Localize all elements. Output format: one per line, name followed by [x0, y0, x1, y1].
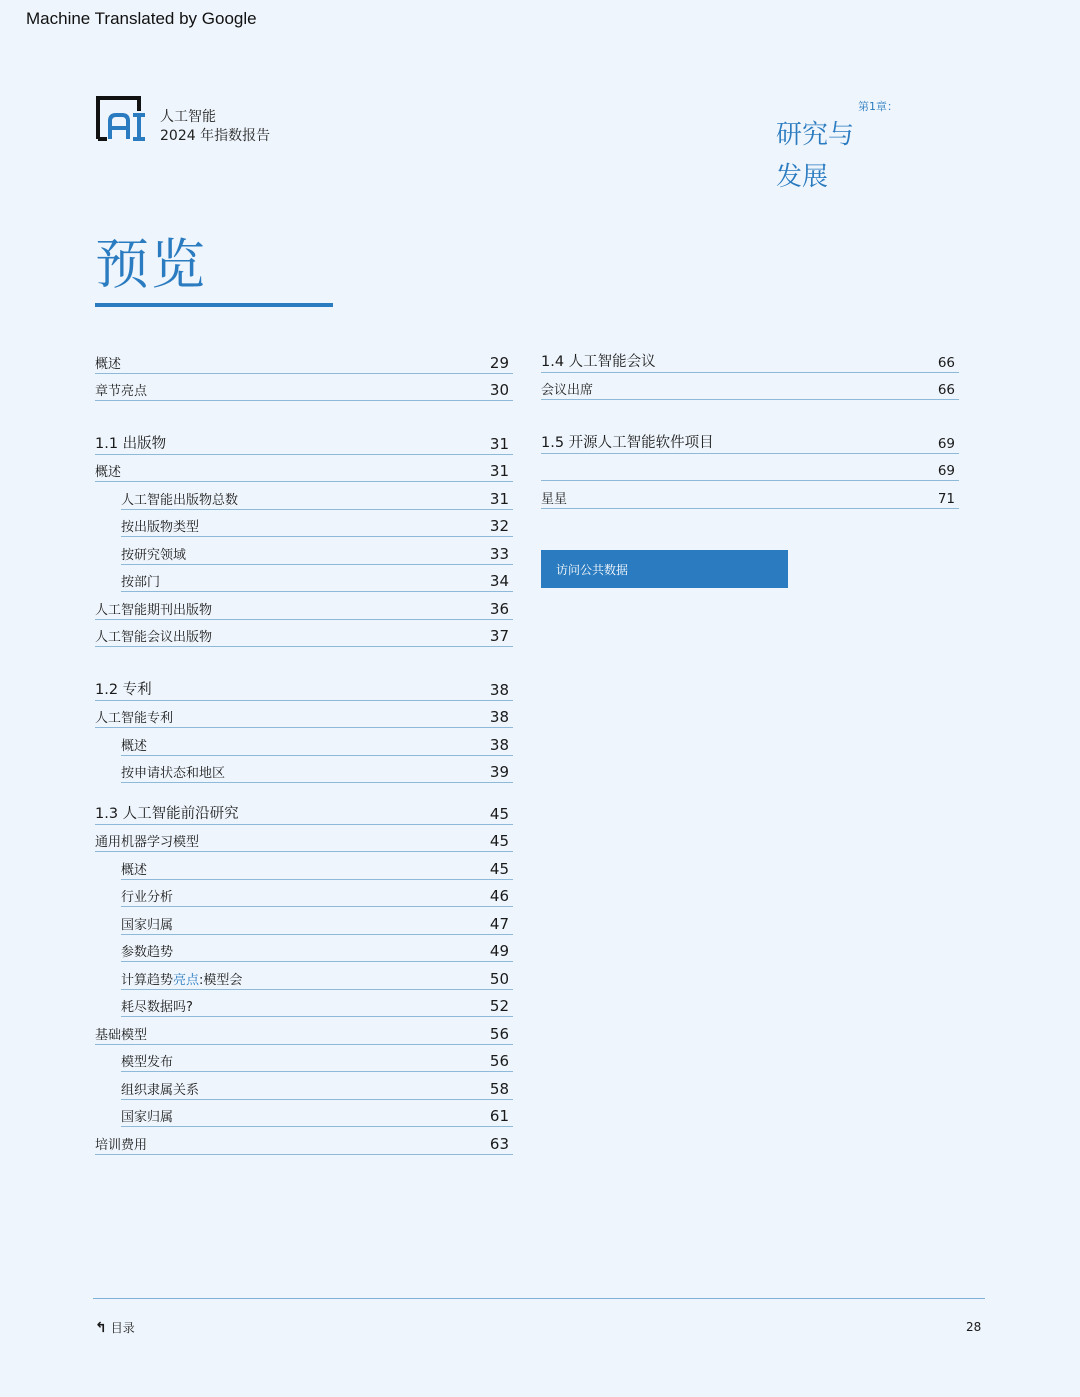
toc-entry-label: 人工智能专利	[95, 711, 174, 726]
toc-row[interactable]	[121, 935, 513, 963]
toc-entry-page: 38	[489, 680, 509, 699]
page-title: 预览	[95, 233, 207, 296]
toc-row[interactable]	[541, 373, 959, 401]
toc-section-row[interactable]	[95, 797, 513, 825]
toc-entry-label: 参数趋势	[121, 945, 174, 960]
toc-row[interactable]	[95, 620, 513, 648]
toc-row[interactable]	[121, 728, 513, 756]
toc-row[interactable]	[121, 1072, 513, 1100]
toc-section-row[interactable]	[95, 427, 513, 455]
logo-line-1: 人工智能	[160, 109, 216, 125]
title-underline	[95, 303, 333, 307]
logo-line-2: 2024 年指数报告	[160, 128, 271, 144]
toc-row[interactable]	[541, 454, 959, 482]
toc-entry-page: 69	[937, 435, 955, 452]
toc-entry-label: 培训费用	[95, 1137, 148, 1153]
toc-entry-page: 56	[489, 1052, 509, 1070]
toc-entry-label: 耗尽数据吗?	[121, 1000, 193, 1015]
toc-row[interactable]	[541, 481, 959, 509]
toc-entry-page: 45	[489, 832, 509, 850]
toc-entry-page: 47	[489, 914, 509, 933]
toc-spacer	[95, 401, 513, 427]
chapter-label: 第1章：	[858, 100, 898, 113]
toc-row[interactable]	[95, 346, 513, 374]
machine-translation-banner: Machine Translated by Google	[26, 9, 257, 28]
toc-entry-label: 模型发布	[121, 1055, 174, 1070]
toc-row[interactable]	[121, 990, 513, 1018]
chapter-heading	[776, 98, 916, 198]
toc-entry-label: 按申请状态和地区	[121, 766, 226, 781]
toc-row[interactable]	[95, 1017, 513, 1045]
toc-entry-label: 概述	[121, 862, 148, 878]
toc-entry-page: 58	[489, 1079, 509, 1098]
toc-entry-label: 星星	[541, 491, 568, 507]
chapter-title	[776, 114, 916, 198]
toc-entry-page: 52	[489, 997, 509, 1015]
toc-entry-page: 46	[489, 887, 509, 905]
toc-row[interactable]	[95, 592, 513, 620]
toc-row[interactable]	[121, 880, 513, 908]
toc-entry-label: 计算趋势亮点:模型会	[121, 972, 243, 988]
back-arrow-icon: ↰	[95, 1319, 107, 1336]
toc-row[interactable]	[121, 1100, 513, 1128]
toc-row[interactable]	[95, 374, 513, 402]
logo-text	[160, 108, 270, 146]
toc-entry-label: 概述	[95, 356, 122, 372]
toc-entry-page: 61	[489, 1107, 509, 1125]
toc-entry-label: 按研究领域	[121, 547, 187, 563]
toc-entry-label: 通用机器学习模型	[95, 835, 200, 850]
toc-row[interactable]	[121, 537, 513, 565]
toc-entry-page: 29	[489, 353, 509, 372]
toc-row[interactable]	[95, 1127, 513, 1155]
toc-entry-page: 36	[489, 599, 509, 618]
toc-row[interactable]	[121, 962, 513, 990]
toc-entry-page: 66	[937, 382, 955, 398]
toc-entry-label: 国家归属	[121, 917, 174, 933]
toc-entry-page: 50	[489, 969, 509, 988]
toc-entry-label: 概述	[95, 465, 122, 480]
page-number: 28	[966, 1320, 982, 1334]
toc-entry-label: 1.2 专利	[95, 681, 152, 698]
toc-entry-page: 34	[489, 572, 509, 590]
back-to-toc-link[interactable]	[95, 1319, 135, 1336]
toc-entry-label: 人工智能出版物总数	[121, 492, 239, 508]
toc-entry-page: 45	[489, 859, 509, 878]
toc-entry-label: 按部门	[121, 575, 161, 590]
toc-row[interactable]	[121, 756, 513, 784]
toc-entry-label: 国家归属	[121, 1110, 174, 1125]
toc-entry-label: 概述	[121, 738, 148, 754]
toc-entry-page: 37	[489, 627, 509, 645]
toc-row[interactable]	[95, 455, 513, 483]
toc-section-row[interactable]	[541, 345, 959, 373]
toc-entry-label: 人工智能会议出版物	[95, 630, 213, 645]
toc-spacer	[95, 647, 513, 673]
toc-entry-label: 组织隶属关系	[121, 1082, 200, 1098]
toc-entry-label: 会议出席	[541, 383, 594, 398]
toc-row[interactable]	[121, 907, 513, 935]
toc-section-row[interactable]	[95, 673, 513, 701]
toc-entry-page: 69	[937, 463, 955, 479]
toc-row[interactable]	[121, 852, 513, 880]
toc-right-column	[541, 345, 959, 509]
toc-row[interactable]	[121, 1045, 513, 1073]
toc-link-label: 目录	[110, 1321, 135, 1335]
toc-entry-page: 49	[489, 942, 509, 960]
toc-entry-page: 71	[937, 490, 955, 507]
toc-entry-label: 基础模型	[95, 1027, 148, 1043]
toc-spacer	[541, 400, 959, 426]
toc-entry-page: 56	[489, 1024, 509, 1043]
toc-row[interactable]	[121, 482, 513, 510]
toc-spacer	[95, 783, 513, 797]
toc-entry-page: 31	[489, 489, 509, 508]
toc-row[interactable]	[121, 565, 513, 593]
toc-entry-label: 1.1 出版物	[95, 435, 167, 452]
toc-entry-page: 38	[489, 708, 509, 726]
toc-entry-page: 38	[489, 735, 509, 754]
toc-entry-label: 1.5 开源人工智能软件项目	[541, 434, 714, 451]
toc-entry-page: 30	[489, 381, 509, 399]
toc-entry-page: 45	[489, 804, 509, 823]
toc-entry-label: 1.4 人工智能会议	[541, 353, 656, 370]
toc-entry-page: 31	[489, 434, 509, 453]
ai-logo-icon	[95, 95, 147, 143]
toc-entry-label: 行业分析	[121, 890, 174, 905]
toc-row[interactable]	[121, 510, 513, 538]
toc-entry-page: 63	[489, 1134, 509, 1153]
toc-entry-page: 33	[489, 544, 509, 563]
chapter-title-line-2: 发展	[776, 162, 829, 192]
toc-entry-page: 39	[489, 763, 509, 781]
access-public-data-button[interactable]: 访问公共数据	[541, 550, 788, 588]
ai-index-logo	[95, 95, 270, 146]
toc-section-row[interactable]	[541, 426, 959, 454]
toc-entry-label: 按出版物类型	[121, 520, 200, 535]
toc-entry-page: 31	[489, 462, 509, 480]
toc-entry-page: 32	[489, 517, 509, 535]
toc-row[interactable]	[95, 701, 513, 729]
toc-entry-label: 人工智能期刊出版物	[95, 602, 213, 618]
chapter-title-line-1: 研究与	[776, 120, 855, 150]
toc-entry-page: 66	[937, 354, 955, 371]
toc-entry-label: 章节亮点	[95, 384, 148, 399]
toc-left-column	[95, 346, 513, 1155]
toc-row[interactable]	[95, 825, 513, 853]
toc-entry-label: 1.3 人工智能前沿研究	[95, 805, 239, 822]
footer-divider	[93, 1298, 985, 1299]
